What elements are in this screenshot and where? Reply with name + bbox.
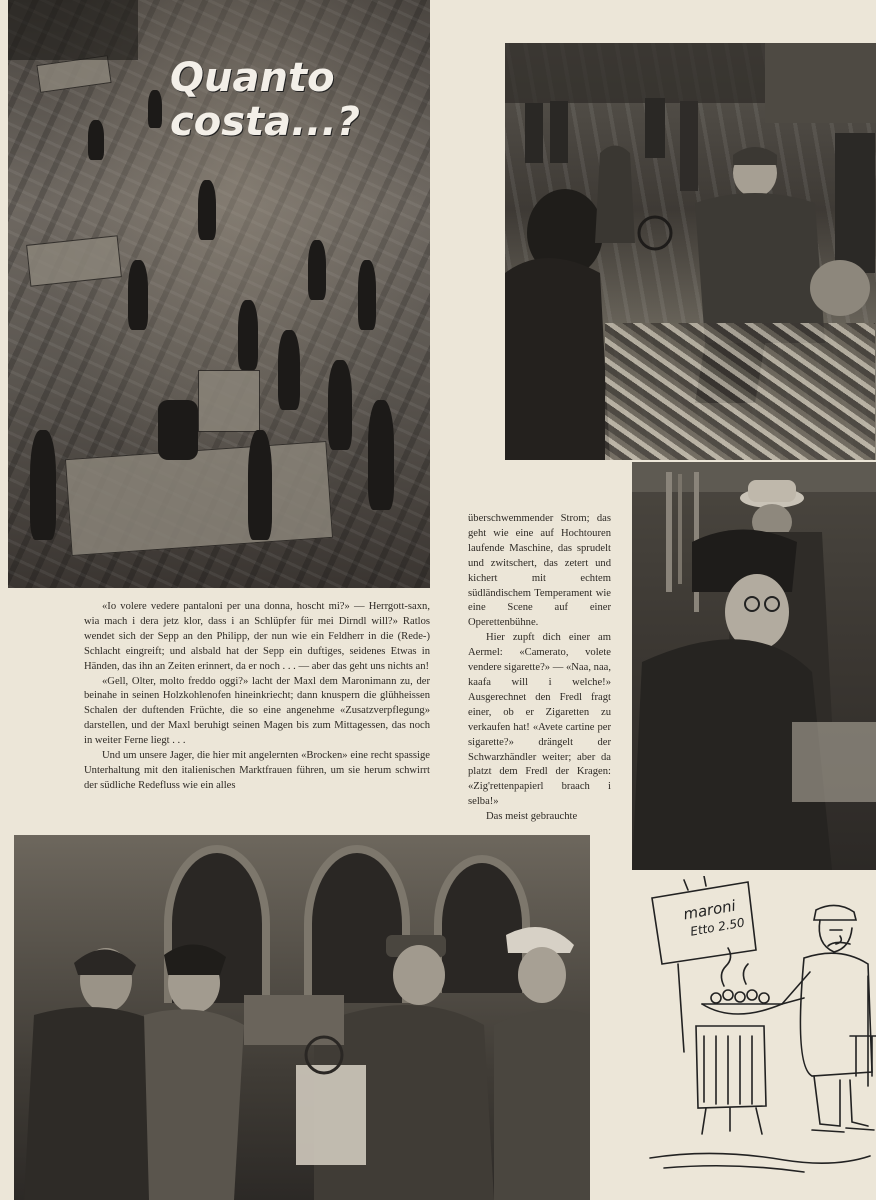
street-market-photo	[14, 835, 590, 1200]
cartoon-sign-label: maroni	[681, 896, 738, 924]
article-left-column	[84, 600, 430, 794]
headline: Quanto costa...?	[170, 55, 360, 145]
paragraph: «Gell, Olter, molto freddo oggi?» lacht der Maxl dem Maronimann zu, der beinahe in seinen Holzkohlenofen hineinkriecht; dann knuspern die glühheissen Schalen der duftenden Früchte, die so eine angenehme «Zusatzverpflegung» darstellen, und der Maxl beruhigt seinen Magen bis zum Mittagessen, das noch in weiter Ferne liegt . . .	[84, 675, 430, 747]
paragraph: Hier zupft dich einer am Aermel: «Camerato, volete vendere sigarette?» — «Naa, naa, kaafa will i welche!» Ausgerechnet den Fredl fragt einer, ob er Zigaretten zu verkaufen hat! «Avete cartine per sigarette?» drängelt der Schwarzhändler weiter; aber da platzt dem Fredl der Kragen: «Zig'rettenpapierl braach i selba!»	[468, 632, 611, 808]
paragraph: «Io volere vedere pantaloni per una donna, hoscht mi?» — Herrgott-saxn, wia mach i dera jetz klor, dass i an Schlüpfer für mei Dirndl will?» Ratlos wendet sich der Sepp an den Philipp, der nun wie ein Feldherr in die (Rede-) Schlacht eingreift; und alsbald hat der Sepp ein duftiges, seidenes Etwas in Händen, das ihn an Zeiten erinnert, da er noch . . . — aber das geht uns nichts an!	[84, 601, 430, 672]
article-right-column	[468, 512, 611, 825]
soldiers-at-stall-photo	[505, 43, 876, 460]
old-man-photo	[632, 462, 876, 870]
paragraph: überschwemmender Strom; das geht wie eine auf Hochtouren laufende Maschine, das sprudelt und zwitschert, das zetert und kichert mit echtem südländischem Temperament wie eine Scene auf einer Operettenbühne.	[468, 513, 611, 629]
paragraph: Und um unsere Jager, die hier mit angelernten «Brocken» eine recht spassige Unterhaltung mit den italienischen Marktfrauen führen, um sie herum schwirrt der südliche Redefluss wie ein alles	[84, 750, 430, 791]
paragraph: Das meist gebrauchte	[486, 811, 578, 823]
market-square-photo	[8, 0, 430, 588]
cartoon-sign-price: Etto 2.50	[689, 915, 746, 939]
